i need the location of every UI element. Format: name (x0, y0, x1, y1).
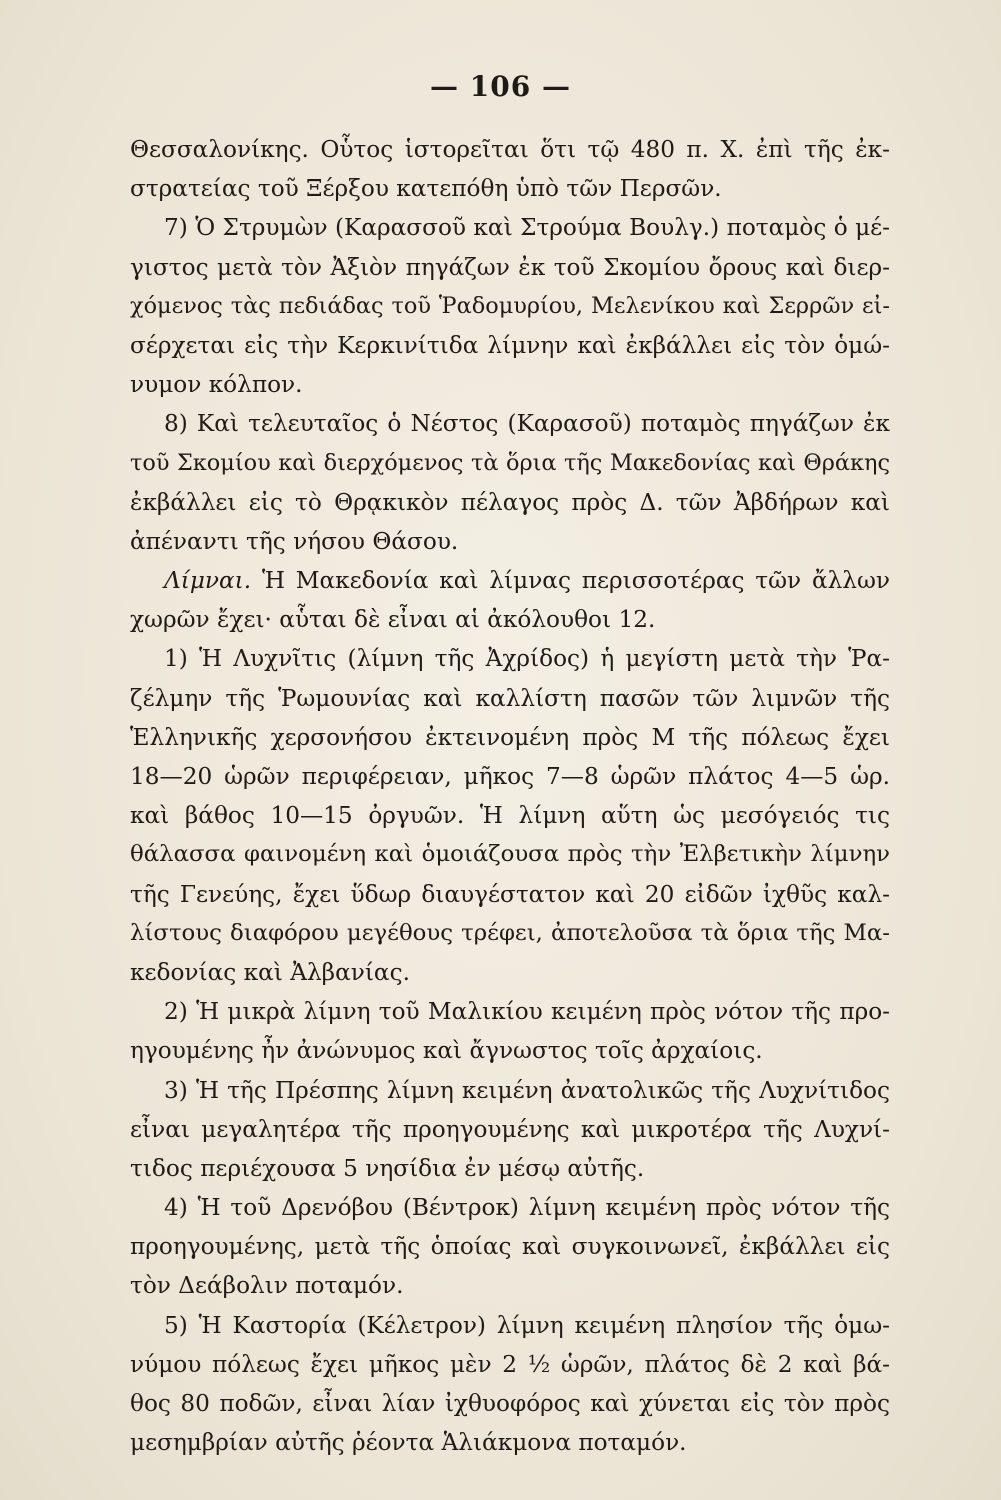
text-line: 4) Ἡ τοῦ Δρενόβου (Βέντροκ) λίμνη κειμένη πρὸς νότον τῆς (164, 1194, 890, 1222)
text-line: προηγουμένης, μετὰ τῆς ὁποίας καὶ συγκοινωνεῖ, ἐκβάλλει εἰς (130, 1233, 890, 1261)
page-number: — 106 — (430, 70, 571, 103)
text-line: χωρῶν ἔχει· αὗται δὲ εἶναι αἱ ἀκόλουθοι 12. (130, 606, 656, 634)
text-line: στρατείας τοῦ Ξέρξου κατεπόθη ὑπὸ τῶν Περσῶν. (130, 175, 722, 203)
text-line: 7) Ὁ Στρυμὼν (Καρασσοῦ καὶ Στρούμα Βουλγ.) ποταμὸς ὁ μέ- (164, 214, 890, 242)
text-line: καὶ βάθος 10—15 ὀργυῶν. Ἡ λίμνη αὕτη ὡς μεσόγειός τις (130, 802, 890, 830)
text-line: 2) Ἡ μικρὰ λίμνη τοῦ Μαλικίου κειμένη πρὸς νότον τῆς προ- (164, 998, 890, 1026)
text-line: Θεσσαλονίκης. Οὗτος ἱστορεῖται ὅτι τῷ 480 π. Χ. ἐπὶ τῆς ἐκ- (130, 136, 890, 163)
text-line: τοῦ Σκομίου καὶ διερχόμενος τὰ ὅρια τῆς Μακεδονίας καὶ Θράκης (130, 449, 890, 476)
page-body (130, 130, 890, 1462)
text-line: χόμενος τὰς πεδιάδας τοῦ Ῥαδομυρίου, Μελενίκου καὶ Σερρῶν εἰ- (130, 292, 890, 319)
text-line: 5) Ἡ Καστορία (Κέλετρον) λίμνη κειμένη πλησίον τῆς ὁμω- (164, 1311, 890, 1339)
text-line: τιδος περιέχουσα 5 νησίδια ἐν μέσῳ αὐτῆς. (130, 1154, 645, 1182)
section-heading: Λίμναι. (164, 567, 252, 595)
text-line: γιστος μετὰ τὸν Ἀξιὸν πηγάζων ἐκ τοῦ Σκομίου ὄρους καὶ διερ- (130, 253, 890, 281)
text-line: ζέλμην τῆς Ῥωμουνίας καὶ καλλίστη πασῶν τῶν λιμνῶν τῆς (130, 684, 890, 712)
text-line: μεσημβρίαν αὐτῆς ῥέοντα Ἁλιάκμονα ποταμόν. (130, 1429, 687, 1457)
text-line: ἐκβάλλει εἰς τὸ Θρᾳκικὸν πέλαγος πρὸς Δ. τῶν Ἀβδήρων καὶ (130, 488, 890, 516)
text-line: θάλασσα φαινομένη καὶ ὁμοιάζουσα πρὸς τὴν Ἐλβετικὴν λίμνην (130, 841, 890, 868)
text-line: ἀπέναντι τῆς νήσου Θάσου. (130, 527, 459, 555)
text-line: λίστους διαφόρου μεγέθους τρέφει, ἀποτελοῦσα τὰ ὅρια τῆς Μα- (130, 919, 890, 946)
text-line: σέρχεται εἰς τὴν Κερκινίτιδα λίμνην καὶ ἐκβάλλει εἰς τὸν ὁμώ- (130, 331, 890, 359)
text-line: 18—20 ὡρῶν περιφέρειαν, μῆκος 7—8 ὡρῶν πλάτος 4—5 ὡρ. (130, 763, 890, 790)
text-line: τὸν Δεάβολιν ποταμόν. (130, 1272, 404, 1300)
text-line: Ἑλληνικῆς χερσονήσου ἐκτεινομένη πρὸς Μ τῆς πόλεως ἔχει (130, 723, 890, 751)
text-line: νύμου πόλεως ἔχει μῆκος μὲν 2 ½ ὡρῶν, πλάτος δὲ 2 καὶ βά- (130, 1350, 890, 1378)
text-fragment: Ἡ Μακεδονία καὶ λίμνας περισσοτέρας τῶν ἄλλων (261, 567, 890, 595)
text-line: θος 80 ποδῶν, εἶναι λίαν ἰχθυοφόρος καὶ χύνεται εἰς τὸν πρὸς (130, 1390, 890, 1417)
text-line-with-heading (130, 561, 890, 600)
text-line: τῆς Γενεύης, ἔχει ὕδωρ διαυγέστατον καὶ 20 εἰδῶν ἰχθῦς καλ- (130, 880, 890, 908)
text-line: ηγουμένης ἦν ἀνώνυμος καὶ ἄγνωστος τοῖς ἀρχαίοις. (130, 1037, 763, 1065)
text-line: νυμον κόλπον. (130, 371, 303, 399)
text-line: εἶναι μεγαλητέρα τῆς προηγουμένης καὶ μικροτέρα τῆς Λυχνί- (130, 1115, 890, 1143)
text-line: 3) Ἡ τῆς Πρέσπης λίμνη κειμένη ἀνατολικῶς τῆς Λυχνίτιδος (164, 1076, 890, 1104)
text-line: κεδονίας καὶ Ἀλβανίας. (130, 958, 410, 986)
text-line: 1) Ἡ Λυχνῖτις (λίμνη τῆς Ἀχρίδος) ἡ μεγίστη μετὰ τὴν Ῥα- (164, 645, 890, 673)
text-line: 8) Καὶ τελευταῖος ὁ Νέστος (Καρασοῦ) ποταμὸς πηγάζων ἐκ (164, 410, 890, 438)
